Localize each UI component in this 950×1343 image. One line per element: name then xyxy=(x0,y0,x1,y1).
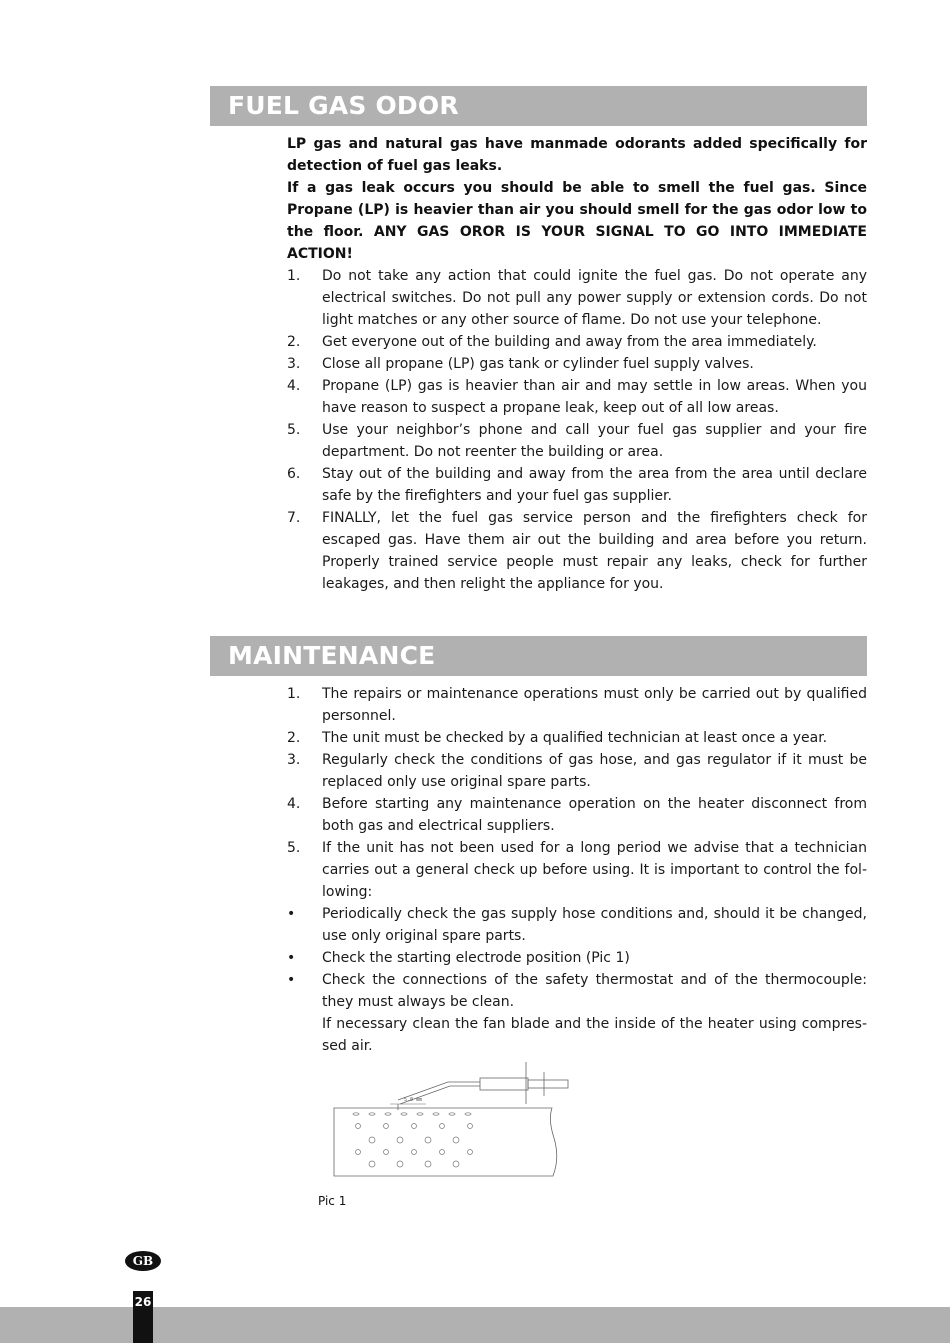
item-text: Periodically check the gas supply hose conditions and, should it be changed, use only original spare parts. xyxy=(322,906,867,944)
list-item xyxy=(287,749,867,793)
list-item xyxy=(287,463,867,507)
item-text: Close all propane (LP) gas tank or cylinder fuel supply valves. xyxy=(322,356,754,372)
list-item xyxy=(287,837,867,903)
item-text: Before starting any maintenance operation on the heater disconnect from both gas and electrical suppliers. xyxy=(322,796,867,834)
burner-holes xyxy=(353,1113,473,1167)
section-title: MAINTENANCE xyxy=(228,641,436,670)
item-text: Check the starting electrode position (Pic 1) xyxy=(322,950,630,966)
figure-caption: Pic 1 xyxy=(318,1194,347,1208)
page-number: 26 xyxy=(133,1291,153,1343)
maintenance-steps xyxy=(287,683,867,1057)
section-header-maintenance xyxy=(210,636,867,676)
list-item xyxy=(287,507,867,595)
item-number: 1. xyxy=(287,686,301,702)
item-number: 6. xyxy=(287,466,301,482)
item-number: 4. xyxy=(287,378,301,394)
item-text: Check the connections of the safety thermostat and of the thermocouple: they must always be clean. xyxy=(322,972,867,1010)
language-badge: GB xyxy=(125,1251,161,1271)
item-number: 5. xyxy=(287,422,301,438)
bullet-icon: • xyxy=(287,950,296,966)
item-text: Propane (LP) gas is heavier than air and may settle in low areas. When you have reason to suspect a propane leak, keep out of all low areas. xyxy=(322,378,867,416)
list-item xyxy=(287,375,867,419)
item-text: Get everyone out of the building and away from the area immediately. xyxy=(322,334,817,350)
list-item xyxy=(287,419,867,463)
item-text: The unit must be checked by a qualified technician at least once a year. xyxy=(322,730,828,746)
item-text: If the unit has not been used for a long period we advise that a technician carries out a general check up before using. It is important to control the following: xyxy=(322,840,867,900)
item-number: 1. xyxy=(287,268,301,284)
item-text: Use your neighbor’s phone and call your fuel gas supplier and your fire department. Do not reenter the building or area. xyxy=(322,422,867,460)
electrode-position-figure xyxy=(328,1058,578,1184)
list-item xyxy=(287,265,867,331)
fuel-gas-odor-intro xyxy=(287,133,867,265)
list-item xyxy=(287,331,867,353)
item-number: 2. xyxy=(287,334,301,350)
list-item-continuation xyxy=(287,1013,867,1057)
item-text: FINALLY, let the fuel gas service person and the firefighters check for escaped gas. Have them air out the building and area before you return. Properly trained service people must repair any leaks, check for further leakages, and then relight the appliance for you. xyxy=(322,510,867,592)
item-number: 3. xyxy=(287,752,301,768)
list-item xyxy=(287,947,867,969)
item-number: 3. xyxy=(287,356,301,372)
item-number: 4. xyxy=(287,796,301,812)
intro-paragraph: If a gas leak occurs you should be able to smell the fuel gas. Since Propane (LP) is heavier than air you should smell for the gas odor low to the floor. ANY GAS OROR IS YOUR SIGNAL TO GO INTO IMMEDIATE ACTION! xyxy=(287,180,867,262)
list-item xyxy=(287,903,867,947)
section-header-fuel-gas-odor xyxy=(210,86,867,126)
gap-dimension-label: 5.0 mm xyxy=(404,1097,423,1103)
item-text: Do not take any action that could ignite the fuel gas. Do not operate any electrical switches. Do not pull any power supply or extension cords. Do not light matches or any other source of flame. Do not use your telephone. xyxy=(322,268,867,328)
electrode-drawing xyxy=(334,1062,568,1176)
item-text: Stay out of the building and away from the area from the area until declare safe by the firefighters and your fuel gas supplier. xyxy=(322,466,867,504)
bullet-icon: • xyxy=(287,972,296,988)
list-item xyxy=(287,793,867,837)
item-number: 2. xyxy=(287,730,301,746)
list-item xyxy=(287,683,867,727)
list-item xyxy=(287,353,867,375)
item-text: If necessary clean the fan blade and the inside of the heater using compressed air. xyxy=(322,1016,867,1054)
item-text: Regularly check the conditions of gas hose, and gas regulator if it must be replaced only use original spare parts. xyxy=(322,752,867,790)
item-number: 5. xyxy=(287,840,301,856)
item-number: 7. xyxy=(287,510,301,526)
list-item xyxy=(287,969,867,1013)
list-item xyxy=(287,727,867,749)
bullet-icon: • xyxy=(287,906,296,922)
intro-paragraph: LP gas and natural gas have manmade odorants added specifically for detection of fuel gas leaks. xyxy=(287,136,867,174)
section-title: FUEL GAS ODOR xyxy=(228,91,459,120)
item-text: The repairs or maintenance operations must only be carried out by qualified personnel. xyxy=(322,686,867,724)
fuel-gas-odor-steps xyxy=(287,265,867,595)
